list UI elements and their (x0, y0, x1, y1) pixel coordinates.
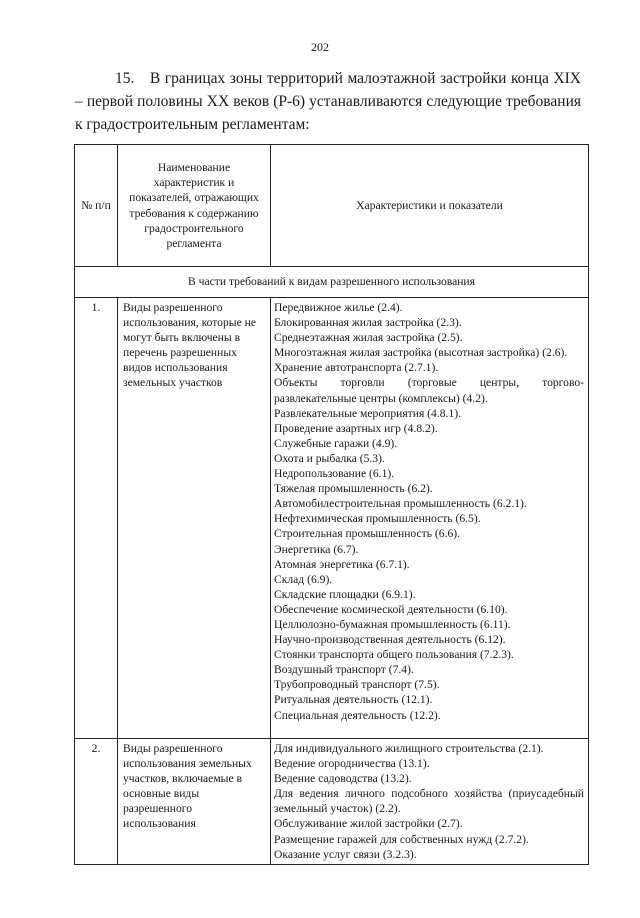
row-items (271, 739, 589, 865)
intro-paragraph: 15. В границах зоны территорий малоэтажной застройки конца XIX – первой половины XX веков (Р-6) устанавливаются следующие требования к градостроительным регламентам: (75, 70, 581, 133)
page-number: 202 (311, 40, 329, 54)
list-item: Нефтехимическая промышленность (6.5). (274, 512, 481, 526)
list-item: Воздушный транспорт (7.4). (274, 663, 414, 677)
list-item: Обеспечение космической деятельности (6.10). (274, 602, 508, 616)
row-name: Виды разрешенного использования земельных участков, включаемые в основные виды разрешенного использования (118, 739, 271, 865)
list-item: Передвижное жилье (2.4). (274, 301, 403, 314)
header-number: № п/п (75, 145, 118, 267)
row-number: 1. (75, 298, 118, 739)
list-item: Атомная энергетика (6.7.1). (274, 557, 410, 571)
list-item: Стоянки транспорта общего пользования (7.2.3). (274, 648, 514, 662)
list-item: Охота и рыбалка (5.3). (274, 451, 385, 465)
list-item: Обслуживание жилой застройки (2.7). (274, 817, 463, 831)
list-item: Среднеэтажная жилая застройка (2.5). (274, 331, 463, 345)
list-item: Многоэтажная жилая застройка (высотная застройка) (2.6). (274, 346, 568, 360)
list-item: Ведение огородничества (13.1). (274, 757, 430, 771)
list-item: Энергетика (6.7). (274, 542, 359, 556)
list-item: Автомобилестроительная промышленность (6.2.1). (274, 497, 527, 511)
list-item: Трубопроводный транспорт (7.5). (274, 678, 440, 692)
list-item: Склад (6.9). (274, 572, 333, 586)
table-row (75, 739, 589, 865)
list-item: Проведение азартных игр (4.8.2). (274, 421, 438, 435)
list-item: Служебные гаражи (4.9). (274, 436, 398, 450)
section-title: В части требований к видам разрешенного использования (75, 267, 589, 298)
list-item: Размещение гаражей для собственных нужд (2.7.2). (274, 832, 529, 846)
table-header-row (75, 145, 589, 267)
header-values: Характеристики и показатели (271, 145, 589, 267)
regulations-table (74, 144, 589, 865)
row-number: 2. (75, 739, 118, 865)
list-item: Тяжелая промышленность (6.2). (274, 482, 433, 496)
section-row (75, 267, 589, 298)
list-item: Развлекательные мероприятия (4.8.1). (274, 406, 461, 420)
list-item: Целлюлозно-бумажная промышленность (6.11). (274, 617, 511, 631)
list-item: Оказание услуг связи (3.2.3). (274, 847, 417, 861)
list-item: Блокированная жилая застройка (2.3). (274, 316, 462, 330)
list-item: Недропользование (6.1). (274, 467, 395, 481)
row-items (271, 298, 589, 739)
row-name: Виды разрешенного использования, которые не могут быть включены в перечень разрешенных видов использования земельных участков (118, 298, 271, 739)
list-item: Объекты торговли (торговые центры, торгово-развлекательные центры (комплексы) (4.2). (274, 376, 584, 405)
list-item: Складские площадки (6.9.1). (274, 587, 416, 601)
list-item: Хранение автотранспорта (2.7.1). (274, 361, 439, 375)
list-item: Специальная деятельность (12.2). (274, 708, 441, 722)
list-item: Для индивидуального жилищного строительства (2.1). (274, 742, 544, 755)
list-item: Для ведения личного подсобного хозяйства (приусадебный земельный участок) (2.2). (274, 787, 584, 816)
list-item: Строительная промышленность (6.6). (274, 527, 461, 541)
header-characteristic-name: Наименование характеристик и показателей, отражающих требования к содержанию градостроительного регламента (118, 145, 271, 267)
list-item: Ритуальная деятельность (12.1). (274, 693, 433, 707)
list-item: Научно-производственная деятельность (6.12). (274, 633, 506, 647)
table-row (75, 298, 589, 739)
list-item: Ведение садоводства (13.2). (274, 772, 412, 786)
